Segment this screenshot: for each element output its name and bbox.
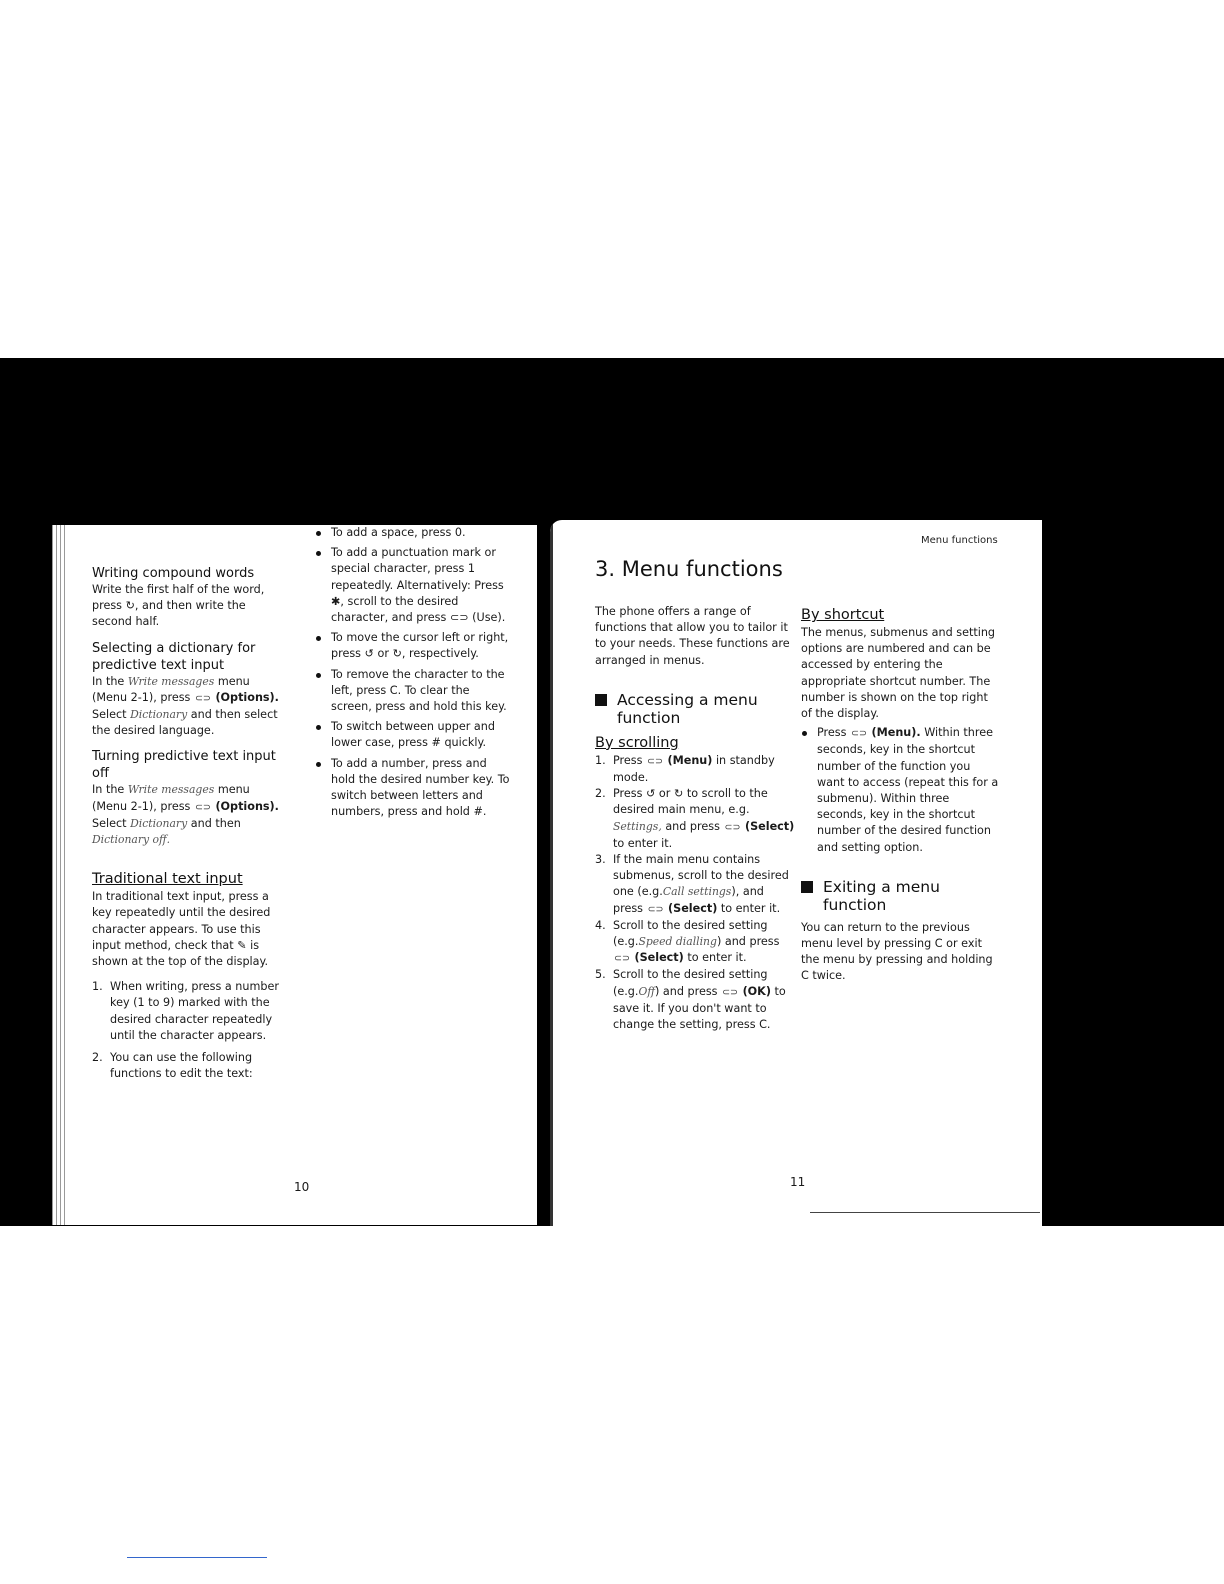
list-item: To remove the character to the left, press C. To clear the screen, press and hold this key. bbox=[315, 667, 511, 716]
selection-key-icon: ⊂⊃ bbox=[614, 953, 630, 965]
exiting-heading: Exiting a menu function bbox=[801, 878, 1001, 915]
shortcut-list bbox=[801, 725, 1001, 856]
list-item: 3. If the main menu contains submenus, scroll to the desired one (e.g.Call settings), and press ⊂⊃ (Select) to enter it. bbox=[595, 852, 795, 918]
selection-key-icon: ⊂⊃ bbox=[194, 801, 211, 813]
compound-text: Write the first half of the word, press ↻, and then write the second half. bbox=[92, 583, 265, 629]
selection-key-icon: ⊂⊃ bbox=[194, 692, 211, 704]
section-marker-icon bbox=[801, 881, 813, 893]
shortcut-text: The menus, submenus and setting options are numbered and can be accessed by entering the appropriate shortcut number. The number is shown on the top right of the display. bbox=[801, 626, 996, 721]
traditional-heading: Traditional text input bbox=[92, 871, 243, 888]
edit-functions-list bbox=[315, 525, 511, 820]
accessing-heading: Accessing a menu function bbox=[595, 691, 795, 728]
selection-key-icon: ⊂⊃ bbox=[851, 728, 867, 740]
right-column-1 bbox=[595, 556, 795, 1033]
left-column-2 bbox=[315, 525, 511, 820]
turn-off-text: In the Write messages menu (Menu 2-1), press ⊂⊃ (Options). Select Dictionary and then Dictionary off. bbox=[92, 783, 279, 847]
list-item: 4. Scroll to the desired setting (e.g.Speed dialling) and press ⊂⊃ (Select) to enter it. bbox=[595, 918, 795, 968]
turn-off-heading: Turning predictive text input off bbox=[92, 749, 276, 782]
list-item: 1. Press ⊂⊃ (Menu) in standby mode. bbox=[595, 753, 775, 785]
page-number: 11 bbox=[790, 1175, 806, 1189]
list-item: To add a space, press 0. bbox=[315, 525, 511, 541]
right-column-2 bbox=[801, 606, 1001, 985]
list-item: 1. When writing, press a number key (1 to 9) marked with the desired character repeatedly until the character appears. bbox=[92, 980, 279, 1042]
left-page bbox=[52, 525, 537, 1225]
list-item: Press ⊂⊃ (Menu). Within three seconds, key in the shortcut number of the function you want to access (repeat this for a submenu). Within three seconds, key in the shortcut number of the desired function and setting option. bbox=[801, 725, 1001, 856]
list-item: 2. Press ↺ or ↻ to scroll to the desired main menu, e.g. Settings, and press ⊂⊃ (Select) to enter it. bbox=[595, 787, 795, 850]
selection-key-icon: ⊂⊃ bbox=[722, 986, 738, 998]
running-head: Menu functions bbox=[921, 535, 998, 546]
selection-key-icon: ⊂⊃ bbox=[647, 903, 664, 915]
traditional-intro: In traditional text input, press a key repeatedly until the desired character appears. To use this input method, check that ✎ is shown at the top of the display. bbox=[92, 890, 271, 969]
list-item: To add a punctuation mark or special character, press 1 repeatedly. Alternatively: Press ✱, scroll to the desired character, and press ⊂⊃ (Use). bbox=[315, 545, 511, 626]
page-bottom-rule bbox=[810, 1212, 1040, 1213]
list-item: 5. Scroll to the desired setting (e.g.Off) and press ⊂⊃ (OK) to save it. If you don't want to change the setting, press C. bbox=[595, 968, 786, 1032]
selection-key-icon: ⊂⊃ bbox=[724, 821, 741, 833]
traditional-steps bbox=[92, 979, 288, 1082]
by-scrolling-heading: By scrolling bbox=[595, 734, 679, 751]
footer-rule bbox=[127, 1557, 267, 1558]
dictionary-heading: Selecting a dictionary for predictive text input bbox=[92, 640, 256, 673]
by-shortcut-heading: By shortcut bbox=[801, 607, 885, 623]
section-marker-icon bbox=[595, 694, 607, 706]
right-page bbox=[550, 520, 1042, 1226]
dictionary-text: In the Write messages menu (Menu 2-1), press ⊂⊃ (Options). Select Dictionary and then select the desired language. bbox=[92, 674, 279, 738]
list-item: To move the cursor left or right, press ↺ or ↻, respectively. bbox=[315, 630, 511, 662]
exiting-text: You can return to the previous menu level by pressing C or exit the menu by pressing and holding C twice. bbox=[801, 920, 993, 983]
page-number: 10 bbox=[294, 1180, 310, 1194]
compound-heading: Writing compound words bbox=[92, 566, 255, 581]
intro-text: The phone offers a range of functions that allow you to tailor it to your needs. These functions are arranged in menus. bbox=[595, 605, 790, 667]
scrolling-steps bbox=[595, 753, 795, 1033]
list-item: To add a number, press and hold the desired number key. To switch between letters and numbers, press and hold #. bbox=[315, 756, 511, 821]
binding-edge bbox=[52, 525, 66, 1225]
binding-edge bbox=[550, 520, 553, 1226]
chapter-title: 3. Menu functions bbox=[595, 557, 783, 581]
list-item: To switch between upper and lower case, press # quickly. bbox=[315, 719, 511, 751]
left-column-1 bbox=[92, 565, 288, 1082]
list-item: 2. You can use the following functions to edit the text: bbox=[92, 1051, 253, 1081]
selection-key-icon: ⊂⊃ bbox=[647, 755, 663, 767]
